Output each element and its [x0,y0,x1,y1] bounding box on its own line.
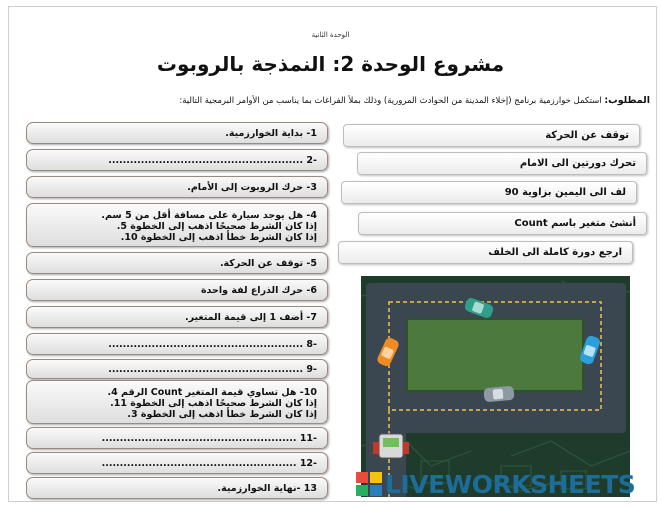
step-1-text: 1- بداية الخوارزمية. [225,128,317,139]
step-6-text: 6- حرك الذراع لفة واحدة [200,285,317,296]
command-stop-label: توقف عن الحركة [545,130,629,141]
step-1 [26,122,328,144]
step-5-text: 5- توقف عن الحركة. [219,258,317,269]
command-move-two[interactable] [357,152,647,175]
command-reverse[interactable] [338,241,633,264]
step-2-blank[interactable] [26,149,328,171]
command-reverse-label: ارجع دورة كاملة الى الخلف [488,247,622,258]
step-9-text: -9 ...................................................... [108,364,317,375]
unit-label: الوحدة الثانية [311,31,350,39]
step-3 [26,176,328,198]
command-turn-right-label: لف الى اليمين بزاوية 90 [504,187,626,198]
instruction-body: استكمل خوارزمية برنامج (إخلاء المدينة من الحوادث المرورية) وذلك بملأ الفراغات بما يناسب من الأوامر البرمجية التالية: [179,96,605,106]
step-7-text: 7- أضف 1 إلى قيمة المتغير. [185,312,317,323]
step-12-blank[interactable] [26,452,328,474]
step-13-text: 13 -نهاية الخوارزمية. [217,483,317,494]
command-stop[interactable] [343,124,640,147]
liveworksheets-logo-text: LIVEWORKSHEETS [385,469,636,499]
step-10-text: 10- هل تساوي قيمة المتغير Count الرقم 4. إذا كان الشرط صحيحًا اذهب إلى الخطوة 11. إذا كان الشرط خطأ اذهب إلى الخطوة 3. [107,386,317,420]
step-5 [26,252,328,274]
command-move-two-label: تحرك دورتين الى الامام [519,158,636,169]
instruction-label: المطلوب: [604,95,650,106]
command-create-variable[interactable] [358,212,647,235]
step-8-text: -8 ...................................................... [108,339,317,350]
step-12-text: -12 ...................................................... [101,458,317,469]
step-4 [26,203,328,247]
step-11-blank[interactable] [26,427,328,449]
step-4-text: 4- هل يوجد سيارة على مسافة أقل من 5 سم. إذا كان الشرط صحيحًا اذهب إلى الخطوة 5. إذا كان الشرط خطأ اذهب إلى الخطوة 10. [101,209,317,243]
step-11-text: -11 ...................................................... [101,433,317,444]
step-3-text: 3- حرك الروبوت إلى الأمام. [187,182,317,193]
command-create-variable-label: أنشئ متغير باسم Count [514,218,636,229]
liveworksheets-logo [355,470,635,498]
city-map-image [361,276,630,497]
step-7 [26,306,328,328]
step-8-blank[interactable] [26,333,328,355]
liveworksheets-logo-icon [355,471,385,497]
step-6 [26,279,328,301]
step-10 [26,380,328,424]
step-13 [26,477,328,499]
instruction-text [14,95,650,106]
city-map-illustration [361,276,630,497]
command-turn-right[interactable] [341,181,637,204]
page-title: مشروع الوحدة 2: النمذجة بالروبوت [156,52,505,76]
step-9-blank[interactable] [26,359,328,379]
step-2-text: -2 ...................................................... [108,155,317,166]
